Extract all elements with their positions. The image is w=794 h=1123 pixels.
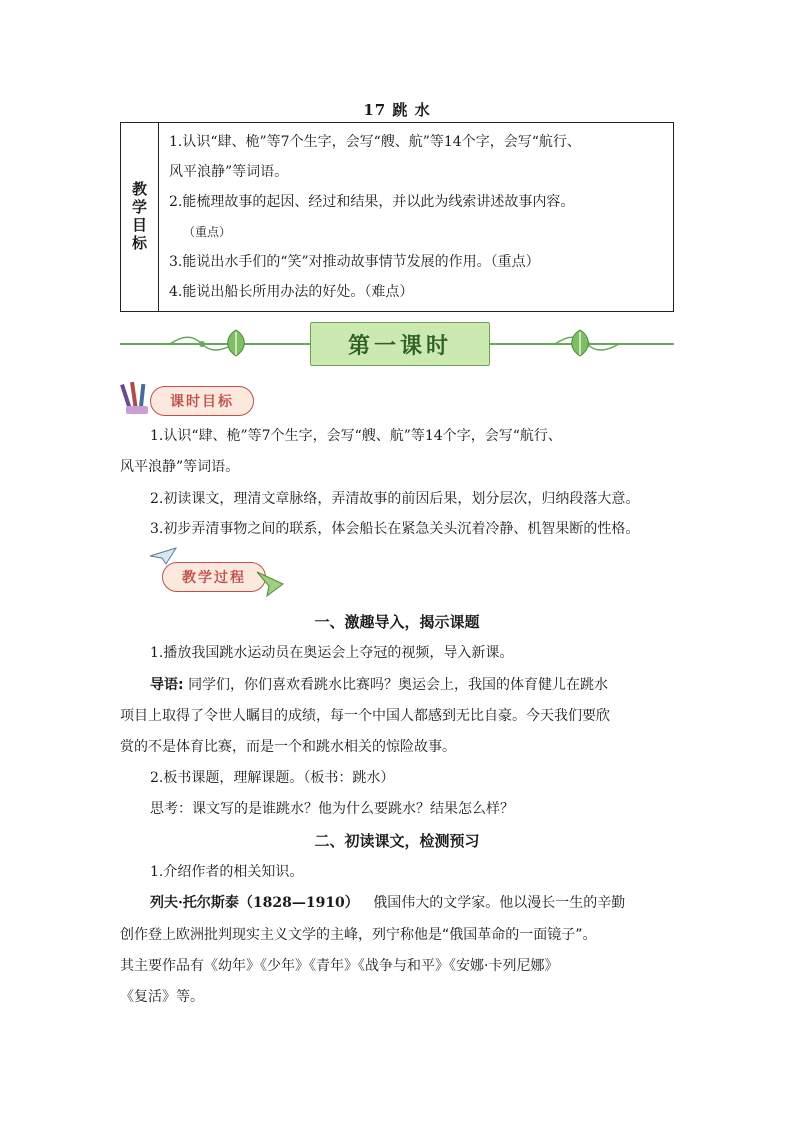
goals-list	[169, 123, 667, 307]
author-line: 俄国伟大的文学家。他以漫长一生的辛勤	[373, 895, 626, 911]
teaching-goals-table	[120, 122, 674, 312]
lead-line: 项目上取得了令世人瞩目的成绩，每一个中国人都感到无比自豪。今天我们要欣	[120, 708, 610, 724]
lead-line: 赏的不是体育比赛，而是一个和跳水相关的惊险故事。	[120, 739, 456, 755]
lead-label: 导语:	[150, 677, 184, 693]
goal-line: 1.认识“肆、桅”等7个生字，会写“艘、航”等14个字，会写“航行、	[169, 134, 581, 150]
goal-line: 4.能说出船长所用办法的好处。（难点）	[169, 284, 414, 300]
leaf-left-icon	[222, 328, 250, 358]
lead-paragraph	[150, 674, 608, 694]
lesson-banner-label: 第一课时	[347, 333, 452, 359]
section-heading-2: 二、初读课文，检测预习	[314, 832, 480, 850]
paragraph: 1.播放我国跳水运动员在奥运会上夺冠的视频，导入新课。	[150, 645, 514, 661]
lesson-goal-line: 2.初读课文，理清文章脉络，弄清故事的前因后果，划分层次，归纳段落大意。	[150, 491, 640, 507]
goals-header: 教学目标	[130, 181, 148, 253]
paragraph: 1.介绍作者的相关知识。	[150, 864, 304, 880]
teaching-process-tag-label: 教学过程	[182, 570, 246, 586]
lesson-goal-line: 风平浪静”等词语。	[120, 459, 240, 475]
lesson-goals-tag-label: 课时目标	[170, 394, 234, 410]
author-label: 列夫·托尔斯泰（1828—1910）	[150, 895, 359, 911]
section-heading-1: 一、激趣导入，揭示课题	[314, 613, 480, 631]
author-line: 创作登上欧洲批判现实主义文学的主峰，列宁称他是“俄国革命的一面镜子”。	[120, 927, 597, 943]
lesson-goals-tag	[150, 386, 254, 416]
teaching-process-tag	[162, 562, 266, 592]
goal-line-note: （重点）	[183, 225, 232, 239]
lead-line: 同学们，你们喜欢看跳水比赛吗？奥运会上，我国的体育健儿在跳水	[188, 677, 609, 693]
goal-line: 2.能梳理故事的起因、经过和结果，并以此为线索讲述故事内容。	[169, 194, 575, 210]
author-paragraph	[150, 892, 625, 912]
goal-line: 3.能说出水手们的“笑”对推动故事情节发展的作用。（重点）	[169, 254, 540, 270]
author-line: 《复活》等。	[120, 989, 204, 1005]
goal-line: 风平浪静”等词语。	[169, 164, 289, 180]
author-line: 其主要作品有《幼年》《少年》《青年》《战争与和平》《安娜·卡列尼娜》	[120, 958, 559, 974]
lesson-goal-line: 3.初步弄清事物之间的联系，体会船长在紧急关头沉着冷静、机智果断的性格。	[150, 521, 640, 537]
goals-header-cell	[121, 123, 159, 311]
paragraph: 思考：课文写的是谁跳水？他为什么要跳水？结果怎么样？	[150, 801, 514, 817]
paragraph: 2.板书课题，理解课题。（板书：跳水）	[150, 770, 395, 786]
paper-plane-green-icon	[255, 568, 285, 598]
lesson-banner	[310, 322, 490, 366]
lesson-goal-line: 1.认识“肆、桅”等7个生字，会写“艘、航”等14个字，会写“航行、	[150, 428, 562, 444]
leaf-right-icon	[566, 328, 594, 358]
paintbrush-icon	[120, 378, 154, 416]
page-title: 17 跳 水	[363, 101, 431, 119]
